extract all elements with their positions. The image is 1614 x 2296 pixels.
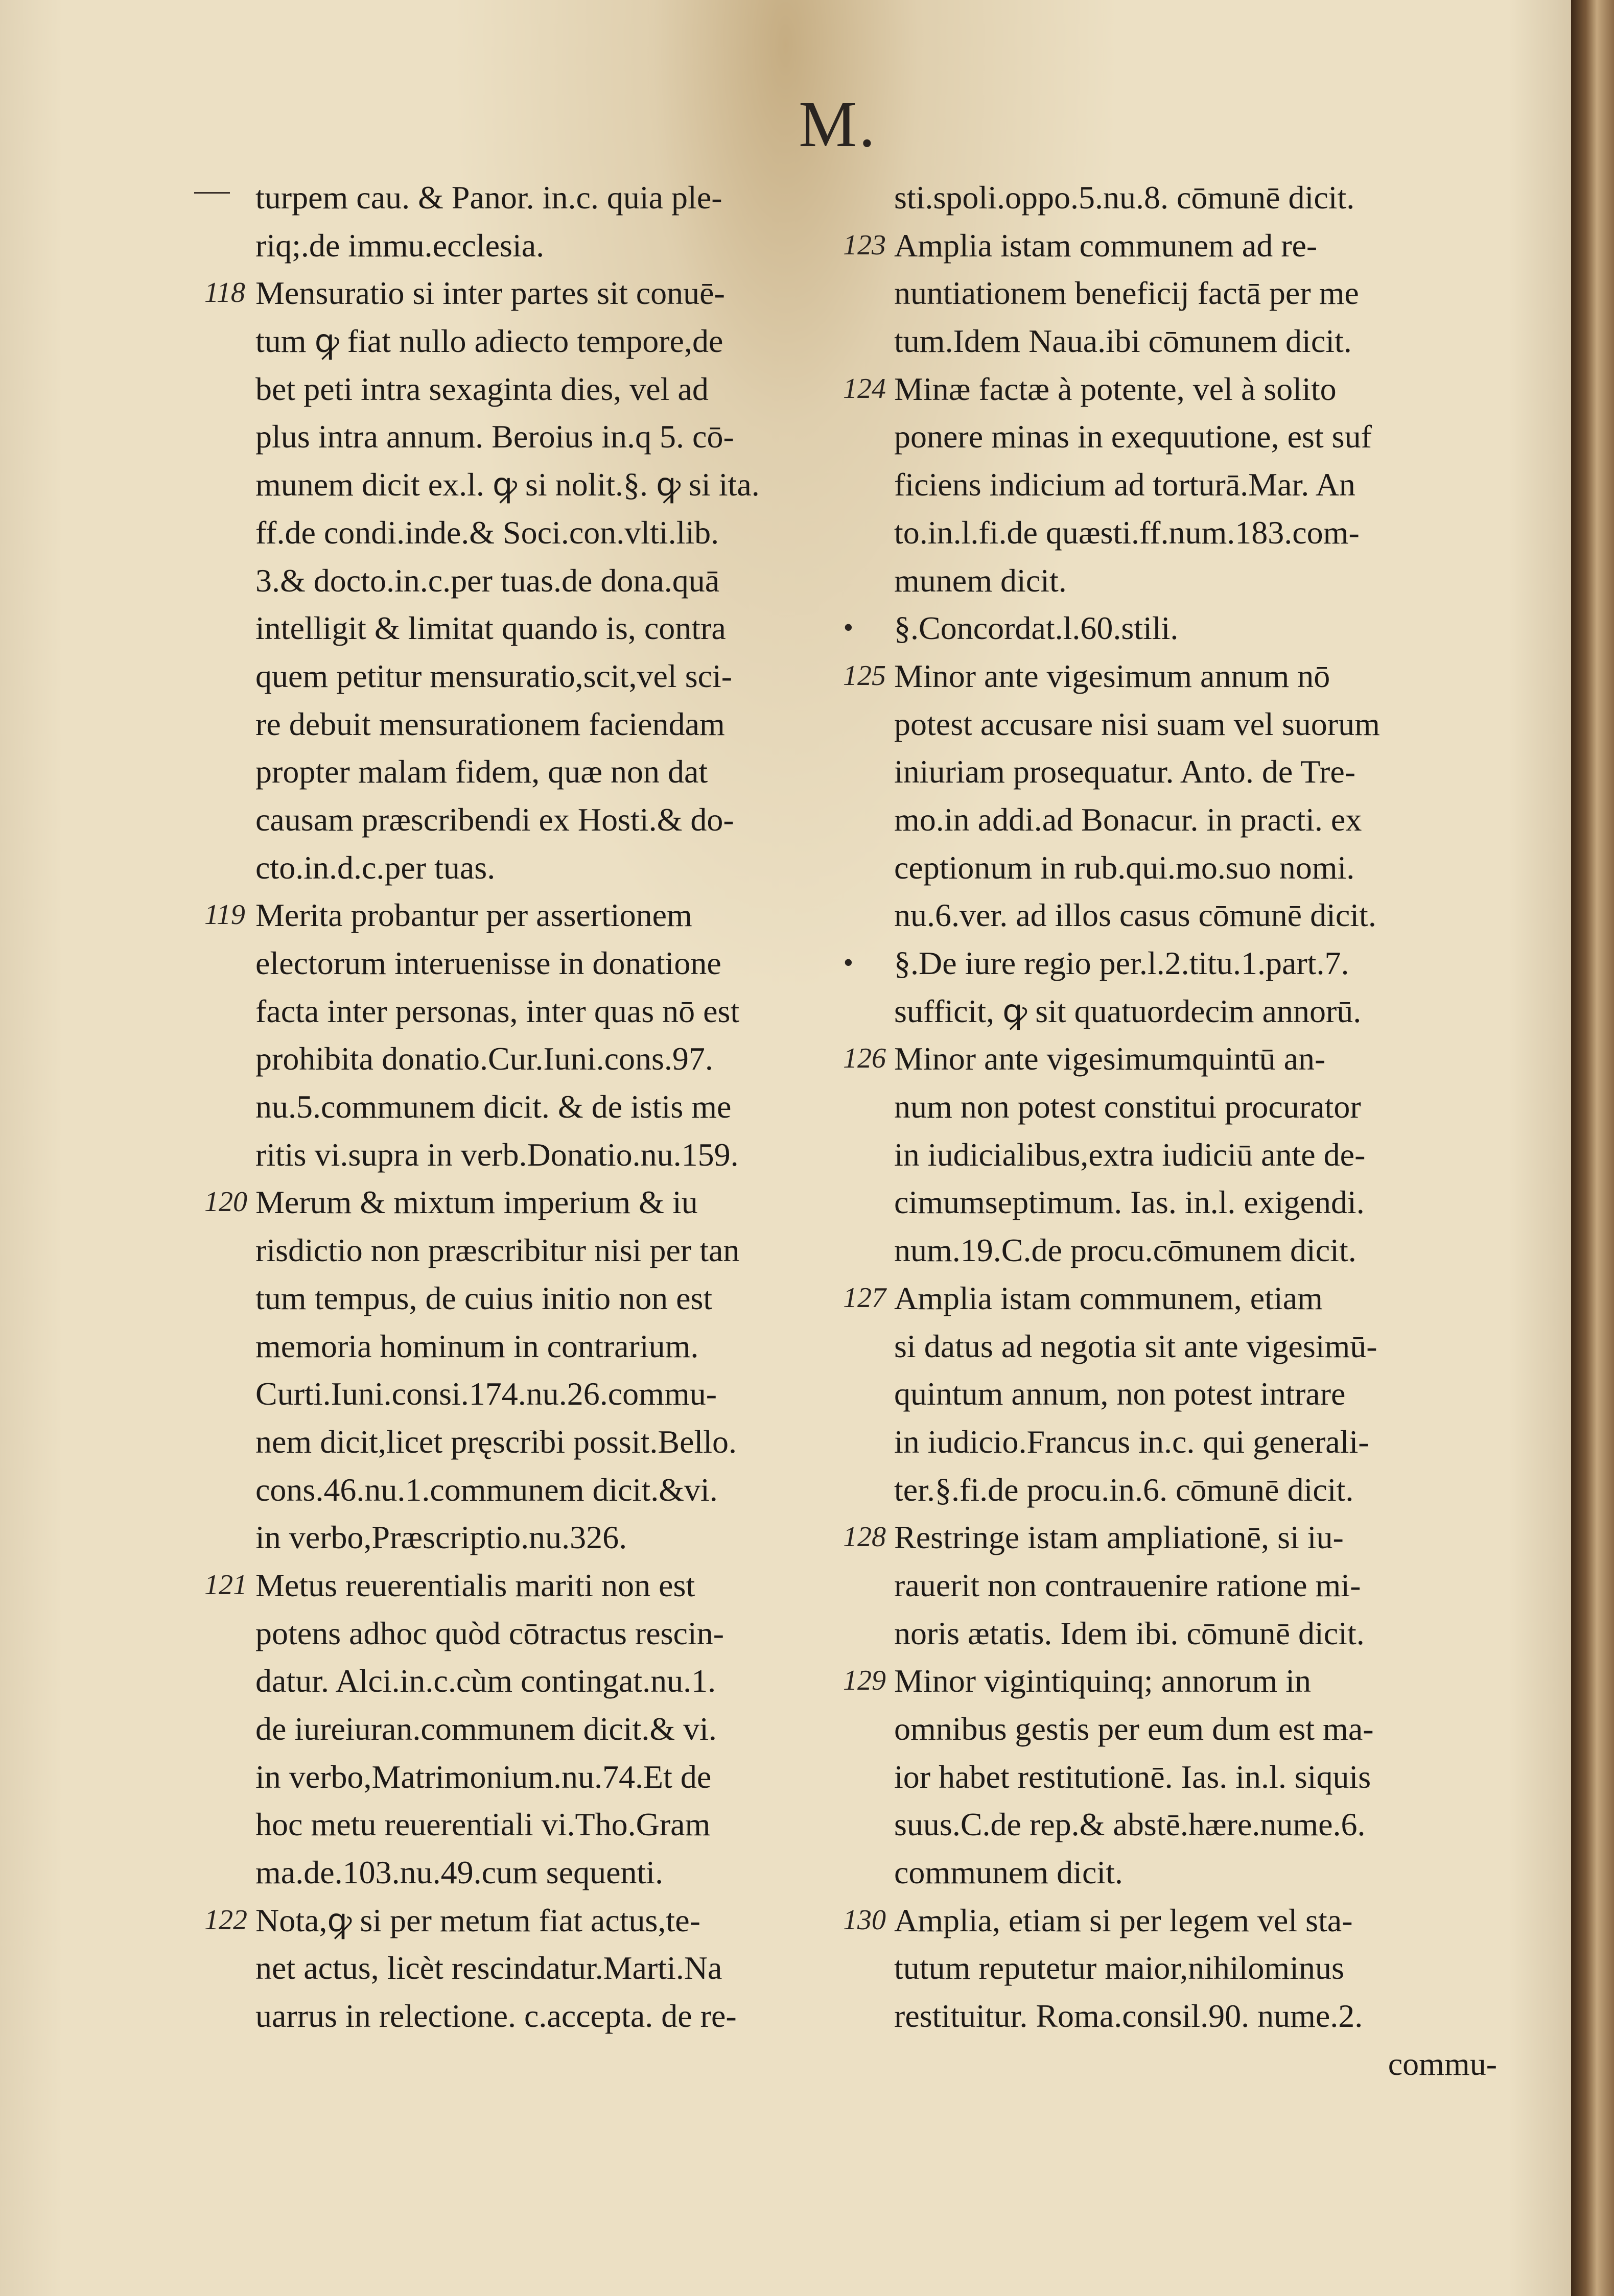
- line-text: iniuriam prosequatur. Anto. de Tre-: [894, 753, 1356, 790]
- line-text: tum.Idem Naua.ibi cōmunem dicit.: [894, 323, 1352, 360]
- marginal-number: 127: [843, 1282, 886, 1314]
- line-text: nu.5.communem dicit. & de istis me: [255, 1088, 732, 1125]
- line-text: ma.de.103.nu.49.cum sequenti.: [255, 1854, 664, 1891]
- line-text: noris ætatis. Idem ibi. cōmunē dicit.: [894, 1615, 1365, 1651]
- text-line: [843, 1178, 1517, 1226]
- line-text: ter.§.fi.de procu.in.6. cōmunē dicit.: [894, 1471, 1354, 1508]
- line-text: causam præscribendi ex Hosti.& do-: [255, 801, 734, 838]
- marginal-number: 126: [843, 1043, 886, 1075]
- text-line: [843, 269, 1517, 317]
- text-line: [843, 174, 1517, 222]
- line-text: de iureiuran.communem dicit.& vi.: [255, 1711, 717, 1747]
- line-text: munem dicit.: [894, 562, 1067, 599]
- text-line: [204, 1657, 879, 1705]
- text-line: [204, 269, 879, 317]
- text-line: [204, 1992, 879, 2040]
- line-text: nuntiationem beneficij factā per me: [894, 275, 1359, 312]
- line-text: electorum interuenisse in donatione: [255, 945, 721, 981]
- text-line: [843, 652, 1517, 700]
- line-text: tutum reputetur maior,nihilominus: [894, 1950, 1344, 1986]
- line-text: tum tempus, de cuius initio non est: [255, 1280, 713, 1316]
- text-line: [843, 1753, 1517, 1801]
- line-text: re debuit mensurationem faciendam: [255, 705, 725, 742]
- line-text: Amplia, etiam si per legem vel sta-: [894, 1902, 1353, 1938]
- line-text: ponere minas in exequutione, est suf: [894, 418, 1372, 455]
- marginal-number: 128: [843, 1521, 886, 1553]
- text-line: [843, 1083, 1517, 1131]
- line-text: Amplia istam communem, etiam: [894, 1280, 1323, 1316]
- text-line: [204, 557, 879, 605]
- line-text: num.19.C.de procu.cōmunem dicit.: [894, 1232, 1356, 1269]
- line-text: Amplia istam communem ad re-: [894, 227, 1318, 264]
- text-line: [204, 939, 879, 987]
- text-line: [843, 222, 1517, 270]
- text-line: [204, 1513, 879, 1561]
- text-line: [843, 1466, 1517, 1514]
- line-text: potens adhoc quòd cōtractus rescin-: [255, 1615, 724, 1651]
- line-text: quem petitur mensuratio,scit,vel sci-: [255, 657, 733, 694]
- line-text: hoc metu reuerentiali vi.Tho.Gram: [255, 1806, 711, 1843]
- text-line: [843, 1561, 1517, 1609]
- text-line: [843, 700, 1517, 748]
- text-line: [204, 748, 879, 796]
- text-line: [843, 1849, 1517, 1897]
- text-line: [204, 1561, 879, 1609]
- line-text: Minæ factæ à potente, vel à solito: [894, 370, 1337, 407]
- line-text: risdictio non præscribitur nisi per tan: [255, 1232, 740, 1269]
- line-text: in iudicio.Francus in.c. qui generali-: [894, 1423, 1369, 1460]
- text-line: [204, 1609, 879, 1658]
- line-text: Curti.Iuni.consi.174.nu.26.commu-: [255, 1376, 717, 1412]
- line-text: restituitur. Roma.consil.90. nume.2.: [894, 1998, 1363, 2034]
- text-line: [204, 987, 879, 1035]
- line-text: bet peti intra sexaginta dies, vel ad: [255, 370, 709, 407]
- line-text: munem dicit ex.l. ꝙ si nolit.§. ꝙ si ita.: [255, 466, 760, 503]
- text-line: [204, 1801, 879, 1849]
- marginal-number: 118: [204, 277, 245, 309]
- text-line: [843, 1657, 1517, 1705]
- line-text: communem dicit.: [894, 1854, 1123, 1891]
- text-line: [204, 365, 879, 413]
- line-text: quintum annum, non potest intrare: [894, 1376, 1346, 1412]
- marginal-number: 122: [204, 1904, 247, 1936]
- text-line: [204, 1753, 879, 1801]
- text-line: [843, 1035, 1517, 1083]
- text-line: [843, 844, 1517, 892]
- signature-mark: M.: [799, 88, 877, 160]
- text-line: [204, 1849, 879, 1897]
- left-column: [204, 174, 879, 2040]
- text-line: [843, 1226, 1517, 1274]
- line-text: omnibus gestis per eum dum est ma-: [894, 1711, 1374, 1747]
- text-line: [843, 1705, 1517, 1753]
- text-line: [204, 461, 879, 509]
- text-line: [843, 413, 1517, 461]
- marginal-number: 119: [204, 899, 245, 931]
- text-line: [204, 700, 879, 748]
- line-text: num non potest constitui procurator: [894, 1088, 1361, 1125]
- text-line: [843, 1370, 1517, 1418]
- text-line: [204, 222, 879, 270]
- catchword: commu-: [1388, 2045, 1497, 2082]
- text-line: [843, 557, 1517, 605]
- line-text: Metus reuerentialis mariti non est: [255, 1567, 695, 1603]
- marginal-number: 129: [843, 1665, 886, 1697]
- text-line: [843, 1274, 1517, 1322]
- line-text: tum ꝙ fiat nullo adiecto tempore,de: [255, 323, 723, 360]
- text-line: [843, 1322, 1517, 1370]
- line-text: Merita probantur per assertionem: [255, 897, 692, 934]
- line-text: rauerit non contrauenire ratione mi-: [894, 1567, 1361, 1603]
- line-text: turpem cau. & Panor. in.c. quia ple-: [255, 179, 722, 216]
- line-text: §.De iure regio per.l.2.titu.1.part.7.: [894, 945, 1349, 981]
- line-text: datur. Alci.in.c.cùm contingat.nu.1.: [255, 1663, 716, 1699]
- text-line: [204, 844, 879, 892]
- line-text: ficiens indicium ad torturā.Mar. An: [894, 466, 1355, 503]
- line-text: Minor ante vigesimum annum nō: [894, 657, 1330, 694]
- line-text: ior habet restitutionē. Ias. in.l. siquis: [894, 1758, 1371, 1795]
- text-line: [843, 748, 1517, 796]
- text-line: [204, 796, 879, 844]
- line-text: ceptionum in rub.qui.mo.suo nomi.: [894, 849, 1355, 886]
- line-text: in verbo,Matrimonium.nu.74.Et de: [255, 1758, 712, 1795]
- text-line: [843, 987, 1517, 1035]
- text-line: [843, 317, 1517, 365]
- text-line: [843, 1944, 1517, 1992]
- line-text: intelligit & limitat quando is, contra: [255, 610, 726, 647]
- text-line: [843, 1609, 1517, 1658]
- line-text: nu.6.ver. ad illos casus cōmunē dicit.: [894, 897, 1376, 934]
- line-text: mo.in addi.ad Bonacur. in practi. ex: [894, 801, 1362, 838]
- text-line: [204, 891, 879, 939]
- line-text: suus.C.de rep.& abstē.hære.nume.6.: [894, 1806, 1366, 1843]
- marginal-number: 120: [204, 1186, 247, 1218]
- marginal-number: •: [843, 612, 853, 644]
- line-text: cons.46.nu.1.communem dicit.&vi.: [255, 1471, 718, 1508]
- line-text: to.in.l.fi.de quæsti.ff.num.183.com-: [894, 514, 1360, 551]
- text-line: [843, 604, 1517, 652]
- marginal-number: 124: [843, 372, 886, 405]
- line-text: plus intra annum. Beroius in.q 5. cō-: [255, 418, 734, 455]
- text-line: [843, 509, 1517, 557]
- line-text: ritis vi.supra in verb.Donatio.nu.159.: [255, 1136, 739, 1173]
- line-text: memoria hominum in contrarium.: [255, 1328, 699, 1364]
- marginal-number: •: [843, 947, 853, 979]
- line-text: in iudicialibus,extra iudiciū ante de-: [894, 1136, 1366, 1173]
- line-text: Minor ante vigesimumquintū an-: [894, 1040, 1326, 1077]
- line-text: Mensuratio si inter partes sit conuē-: [255, 275, 725, 312]
- line-text: net actus, licèt rescindatur.Marti.Na: [255, 1950, 722, 1986]
- text-line: [843, 1131, 1517, 1179]
- text-line: [204, 652, 879, 700]
- line-text: nem dicit,licet pręscribi possit.Bello.: [255, 1423, 737, 1460]
- text-line: [843, 461, 1517, 509]
- line-text: Minor vigintiquinq; annorum in: [894, 1663, 1311, 1699]
- text-line: [204, 1322, 879, 1370]
- text-line: [204, 1370, 879, 1418]
- text-line: [204, 1705, 879, 1753]
- marginal-number: 121: [204, 1569, 247, 1601]
- text-line: [843, 1513, 1517, 1561]
- line-text: Restringe istam ampliationē, si iu-: [894, 1519, 1344, 1556]
- text-line: [204, 604, 879, 652]
- text-line: [843, 891, 1517, 939]
- line-text: si datus ad negotia sit ante vigesimū-: [894, 1328, 1377, 1364]
- line-text: Merum & mixtum imperium & iu: [255, 1184, 698, 1221]
- text-line: [204, 1226, 879, 1274]
- text-line: [204, 174, 879, 222]
- text-line: [204, 1944, 879, 1992]
- text-line: [843, 1897, 1517, 1945]
- line-text: sufficit, ꝙ sit quatuordecim annorū.: [894, 992, 1362, 1029]
- text-line: [204, 1897, 879, 1945]
- line-text: cimumseptimum. Ias. in.l. exigendi.: [894, 1184, 1365, 1221]
- text-line: [204, 509, 879, 557]
- line-text: sti.spoli.oppo.5.nu.8. cōmunē dicit.: [894, 179, 1355, 216]
- text-line: [204, 1466, 879, 1514]
- line-text: Nota,ꝙ si per metum fiat actus,te-: [255, 1902, 700, 1938]
- marginal-number: 130: [843, 1904, 886, 1936]
- line-text: prohibita donatio.Cur.Iuni.cons.97.: [255, 1040, 713, 1077]
- line-text: potest accusare nisi suam vel suorum: [894, 705, 1380, 742]
- text-line: [843, 365, 1517, 413]
- line-text: 3.& docto.in.c.per tuas.de dona.quā: [255, 562, 720, 599]
- right-column: [843, 174, 1517, 2088]
- text-line: [843, 939, 1517, 987]
- text-line: [843, 1418, 1517, 1466]
- line-text: ff.de condi.inde.& Soci.con.vlti.lib.: [255, 514, 719, 551]
- text-line: [204, 317, 879, 365]
- text-line: [204, 1418, 879, 1466]
- text-line: [204, 1178, 879, 1226]
- text-line: [204, 1083, 879, 1131]
- line-text: propter malam fidem, quæ non dat: [255, 753, 708, 790]
- page-edge: [1571, 0, 1614, 2296]
- text-line: [843, 796, 1517, 844]
- line-text: riq;.de immu.ecclesia.: [255, 227, 545, 264]
- line-text: uarrus in relectione. c.accepta. de re-: [255, 1998, 737, 2034]
- line-text: facta inter personas, inter quas nō est: [255, 992, 740, 1029]
- marginal-number: 123: [843, 229, 886, 261]
- text-line: [204, 1035, 879, 1083]
- text-line: [204, 413, 879, 461]
- line-text: in verbo,Præscriptio.nu.326.: [255, 1519, 627, 1556]
- text-line: [843, 1992, 1517, 2040]
- line-text: §.Concordat.l.60.stili.: [894, 610, 1179, 647]
- line-text: cto.in.d.c.per tuas.: [255, 849, 496, 886]
- text-line: [204, 1131, 879, 1179]
- text-line: [843, 1801, 1517, 1849]
- text-line: [204, 1274, 879, 1322]
- marginal-number: 125: [843, 659, 886, 692]
